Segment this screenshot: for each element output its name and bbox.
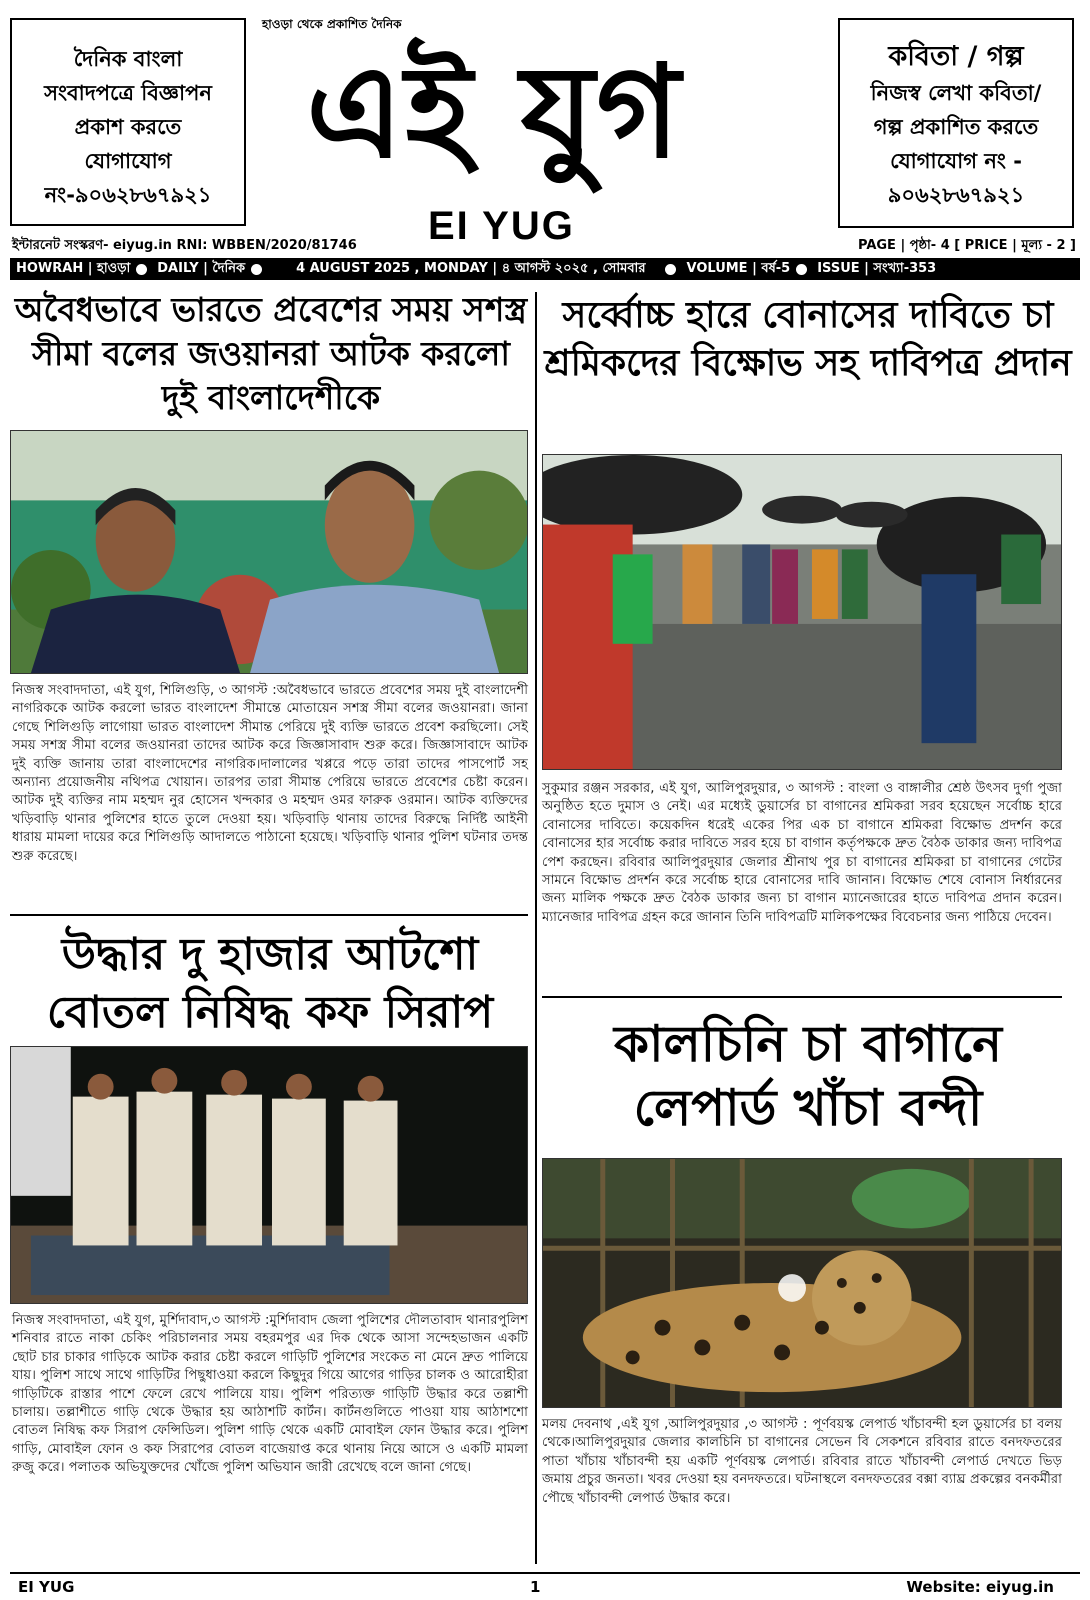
- advert-line: দৈনিক বাংলা: [73, 47, 183, 71]
- advert-box: [10, 18, 246, 226]
- info-bar: [10, 258, 1080, 280]
- advert-line: সংবাদপত্রে বিজ্ঞাপন: [44, 81, 212, 105]
- poem-story-box: [838, 18, 1074, 228]
- bullet-icon: [136, 264, 147, 275]
- page-number: 1: [530, 1578, 541, 1596]
- poem-box-line: ৯০৬২৮৬৭৯২১: [887, 183, 1025, 207]
- article-photo-leopard: [542, 1158, 1062, 1408]
- poem-box-title: কবিতা / গল্প: [888, 41, 1024, 72]
- article-photo-tea-workers: [542, 454, 1062, 770]
- bullet-icon: [251, 264, 262, 275]
- internet-edition: ইন্টারনেট সংস্করণ- eiyug.in: [12, 238, 172, 253]
- footer-website: Website: eiyug.in: [906, 1578, 1054, 1596]
- article-photo-detainees: [10, 430, 528, 674]
- article-photo-police-seizure: [10, 1046, 528, 1304]
- article-headline: উদ্ধার দু হাজার আটশো বোতল নিষিদ্ধ কফ সিরাপ: [46, 929, 494, 1038]
- logo-title-en: EI YUG: [428, 204, 575, 248]
- location: HOWRAH | হাওড়া: [16, 260, 131, 276]
- bullet-icon: [665, 264, 676, 275]
- column-divider: [535, 292, 537, 1564]
- article-body: নিজস্ব সংবাদদাতা, এই যুগ, মুর্শিদাবাদ,৩ আগস্ট :মুর্শিদাবাদ জেলা পুলিশের দৌলতাবাদ থানারপুলিশ শনিবার রাতে নাকা চেকিং পরিচালনার সময় বহরমপুর এর দিক থেকে আসা সন্দেহভাজন একটি ছোট চার চাকার গাড়িকে আটক করার চেষ্টা করলে গাড়িটি পুলিশের সংকেত না মেনে দ্রুত পালিয়ে যায়। পুলিশ সাথে সাথে গাড়িটির পিছুধাওয়া করলে কিছুদুর গিয়ে আগের গাড়ির চালক ও আরোহীরা গাড়িটিকে রাস্তার পাশে ফেলে রেখে পালিয়ে যায়। পুলিশ পরিত্যক্ত গাড়িটি উদ্ধার করে তল্লাশী চালায়। তল্লাশীতে গাড়ি থেকে উদ্ধার হয় আঠাশটি কার্টন। কার্টনগুলিতে পাওয়া যায় আঠাশশো বোতল নিষিদ্ধ কফ সিরাপ ফেন্সিডিল। পুলিশ গাড়ি থেকে একটি মোবাইল ফোন উদ্ধার করে। পুলিশ গাড়ি, মোবাইল ফোন ও কফ সিরাপের বোতল বাজেয়াপ্ত করে থানায় নিয়ে আসে ও একটি মামলা রুজু করে। পলাতক অভিযুক্তদের খোঁজে পুলিশ অভিযান জারী রেখেছে বলে জানা গেছে।: [12, 1313, 528, 1476]
- footer-title: EI YUG: [18, 1578, 75, 1596]
- article-divider: [542, 996, 1062, 998]
- logo-title-bn: এই যুগ: [306, 38, 683, 187]
- article-body: মলয় দেবনাথ ,এই যুগ ,আলিপুরদুয়ার ,৩ আগস্ট : পূর্ণবয়স্ক লেপার্ড খাঁচাবন্দী হল ডুয়ার্সের চা বলয় থেকে।আলিপুরদুয়ার জেলার কালচিনি চা বাগানের সেভেন বি সেকশনে রবিবার রাতে বনদফতরের পাতা খাঁচায় খাঁচাবন্দী হয় একটি পূর্ণবয়স্ক লেপার্ড। রবিবার রাতে খাঁচাবন্দী লেপার্ড দেখতে ভিড় জমায় প্রচুর জনতা। খবর দেওয়া হয় বনদফতরে। ঘটনাস্থলে বনদফতরের বক্সা ব্যাঘ্র প্রকল্পের বনকর্মীরা পৌছে খাঁচাবন্দী লেপার্ড উদ্ধার করে।: [542, 1417, 1062, 1506]
- poem-box-line: গল্প প্রকাশিত করতে: [873, 115, 1039, 139]
- masthead-logo: [300, 18, 800, 248]
- issue-number: ISSUE | সংখ্যা-353: [817, 260, 937, 276]
- article-headline: সর্ব্বোচ্চ হারে বোনাসের দাবিতে চা শ্রমিকদের বিক্ষোভ সহ দাবিপত্র প্রদান: [544, 295, 1072, 384]
- article-body: সুকুমার রঞ্জন সরকার, এই যুগ, আলিপুরদুয়ার, ৩ আগস্ট : বাংলা ও বাঙ্গালীর শ্রেষ্ঠ উৎসব দুর্গা পুজা অনুষ্ঠিত হতে দুমাস ও নেই। এর মধ্যেই ডুয়ার্সের চা বাগানের শ্রমিকরা সরব হয়েছেন সর্বোচ্চ হারে বোনাসের দাবিতে। কয়েকদিন ধরেই একের পির এক চা বাগানে শ্রমিকরা বিক্ষোভ প্রদর্শন করে বোনাসের হার সর্বোচ্চ করার দাবিতে সরব হয়ে চা বাগান কর্তৃপক্ষকে দ্রুত বৈঠক ডাকার জন্য দাবিপত্র পেশ করছেন। রবিবার আলিপুরদুয়ার জেলার শ্রীনাথ পুর চা বাগানের শ্রমিকরা চা বাগানের গেটের সামনে বিক্ষোভ প্রদর্শন করে সর্বোচ্চ হারে বোনাসের দাবি জানান। বিক্ষোভ শেষে বোনাস নির্ধারনের জন্য মালিক পক্ষকে দ্রুত বৈঠক ডাকার জন্য চা বাগান ম্যানেজারের হাতে দাবিপত্র প্রদান করেন। ম্যানেজার দাবিপত্র গ্রহন করে জানান তিনি দাবিপত্রটি মালিকপক্ষের বিবেচনার জন্য পাঠিয়ে দেবেন।: [542, 781, 1062, 925]
- page-price: PAGE | পৃষ্ঠা- 4 [ PRICE | মূল্য - 2 ]: [857, 238, 1076, 253]
- article-divider: [10, 914, 528, 916]
- volume: VOLUME | বর্ষ-5: [686, 260, 791, 276]
- issue-date: 4 AUGUST 2025 , MONDAY | ৪ আগস্ট ২০২৫ , সোমবার: [296, 260, 646, 276]
- advert-line: নং-৯০৬২৮৬৭৯২১: [44, 183, 212, 207]
- edition-info: [12, 236, 357, 257]
- masthead-tagline: হাওড়া থেকে প্রকাশিত দৈনিক: [262, 17, 402, 31]
- article-headline: অবৈধভাবে ভারতে প্রবেশের সময় সশস্ত্র সীমা বলের জওয়ানরা আটক করলো দুই বাংলাদেশীকে: [14, 290, 528, 417]
- rni-number: RNI: WBBEN/2020/81746: [176, 238, 357, 253]
- article-body: নিজস্ব সংবাদদাতা, এই যুগ, শিলিগুড়ি, ৩ আগস্ট :অবৈধভাবে ভারতে প্রবেশের সময় দুই বাংলাদেশী নাগরিককে আটক করলো ভারত বাংলাদেশ সীমান্তে মোতায়েন সশস্ত্র সীমা বলের জওয়ানরা। জানা গেছে শিলিগুড়ি লাগোয়া ভারত বাংলাদেশ সীমান্ত পেরিয়ে দুই ব্যক্তি ভারতে প্রবেশ করছিলো। সেই সময় সশস্ত্র সীমা বলের জওয়ানরা তাদের আটক করে জিজ্ঞাসাবাদ শুরু করে। জিজ্ঞাসাবাদে আটক দুই ব্যক্তি জানায় তারা বাংলাদেশের নাগরিক।দালালের খপ্পরে পড়ে তারা তাদের পাসপোর্ট সহ অন্যান্য প্রয়োজনীয় নথিপত্র খোয়ান। তারপর তারা সীমান্ত পেরিয়ে ভারতে প্রবেশের চেষ্টা করেন।আটক দুই ব্যক্তির নাম মহম্মদ নুর হোসেন খন্দকার ও মহম্মদ ওমর ফারুক ওরমান। আটক ব্যক্তিদের খড়িবাড়ি থানার পুলিশের হাতে তুলে দেওয়া হয়। খড়িবাড়ি থানায় তাদের বিরুদ্ধে নির্দিষ্ট আইনী ধারায় মামলা দায়ের করে শিলিগুড়ি আদালতে পাঠানো হয়েছে। খড়িবাড়ি থানার পুলিশ ঘটনার তদন্ত শুরু করেছে।: [12, 683, 528, 864]
- poem-box-line: যোগাযোগ নং -: [890, 149, 1022, 173]
- advert-line: যোগাযোগ: [84, 149, 172, 173]
- advert-line: প্রকাশ করতে: [74, 115, 182, 139]
- article-headline: কালচিনি চা বাগানে লেপার্ড খাঁচা বন্দী: [613, 1015, 1002, 1137]
- frequency: DAILY | দৈনিক: [157, 260, 246, 276]
- poem-box-line: নিজস্ব লেখা কবিতা/: [870, 81, 1042, 105]
- bullet-icon: [796, 264, 807, 275]
- page-footer: [10, 1572, 1080, 1596]
